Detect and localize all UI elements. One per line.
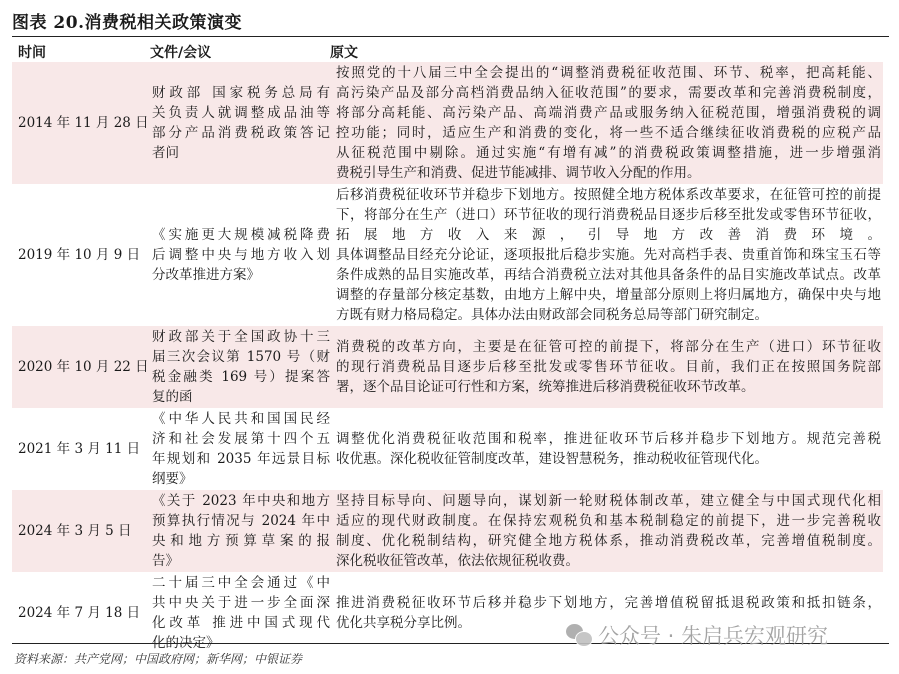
text-line: 调整优化消费税征收范围和税率，推进征收环节后移并稳步下划地方。规范完善税 (336, 431, 881, 447)
document-line: 化的决定》 (152, 635, 220, 651)
row-document (148, 409, 330, 489)
watermark (566, 620, 828, 650)
row-time: 2021 年 3 月 11 日 (18, 441, 141, 457)
document-line: 共中央关于进一步全面深 (152, 595, 330, 611)
document-line: 告》 (152, 553, 179, 569)
text-line: 署，逐个品目论证可行性和方案，统筹推进后移消费税征收环节改革。 (336, 379, 755, 395)
row-text (330, 185, 883, 325)
text-line: 的现行消费税品目逐步后移至批发或零售环节征收。目前，我们正在按照国务院部 (336, 359, 881, 375)
text-line: 适应的现代财政制度。在保持宏观税负和基本税制稳定的前提下，进一步完善税收 (336, 513, 881, 529)
text-line: 深化税收征管改革，依法依规征税收费。 (336, 553, 579, 569)
document-line: 后调整中央与地方收入划 (152, 247, 330, 263)
text-line: 下，将部分在生产（进口）环节征收的现行消费税品目逐步后移至批发或零售环节征收， (336, 207, 881, 223)
row-text (330, 327, 883, 407)
document-line: 部分产品消费税政策答记 (152, 125, 330, 141)
source-note: 资料来源：共产党网；中国政府网；新华网；中银证券 (14, 652, 303, 666)
document-line: 税金融类 169 号）提案答 (152, 369, 330, 385)
text-line: 收优惠。深化税收征管制度改革，建设智慧税务，推动税收征管现代化。 (336, 451, 768, 467)
table-row (12, 326, 883, 408)
row-text (330, 491, 883, 571)
row-text (330, 409, 883, 489)
row-time: 2019 年 10 月 9 日 (18, 247, 141, 263)
document-line: 财政部 国家税务总局有 (152, 85, 330, 101)
text-line: 优化共享税分享比例。 (336, 615, 471, 631)
header-text: 原文 (330, 45, 358, 61)
document-line: 《中华人民共和国国民经 (152, 411, 330, 427)
document-line: 年规划和 2035 年远景目标 (152, 451, 330, 467)
row-document (148, 491, 330, 571)
top-rule (12, 36, 889, 37)
document-line: 央和地方预算草案的报 (152, 533, 330, 549)
text-line: 方既有财力格局稳定。具体办法由财政部会同税务总局等部门研究制定。 (336, 307, 768, 323)
text-line: 推进消费税征收环节后移并稳步下划地方，完善增值税留抵退税政策和抵扣链条， (336, 595, 881, 611)
document-line: 财政部关于全国政协十三 (152, 329, 330, 345)
row-document (148, 63, 330, 183)
text-line: 制度、优化税制结构，研究健全地方税体系，推动消费税改革，完善增值税制度。 (336, 533, 881, 549)
text-line: 按照党的十八届三中全会提出的“调整消费税征收范围、环节、税率，把高耗能、 (336, 65, 881, 81)
row-document (148, 573, 330, 653)
policy-table (12, 62, 883, 654)
document-line: 济和社会发展第十四个五 (152, 431, 330, 447)
document-line: 二十届三中全会通过《中 (152, 575, 330, 591)
row-text (330, 63, 883, 183)
text-line: 后移消费税征收环节并稳步下划地方。按照健全地方税体系改革要求，在征管可控的前提 (336, 187, 881, 203)
row-document (148, 185, 330, 325)
row-document (148, 327, 330, 407)
text-line: 高污染产品及部分高档消费品纳入征收范围”的要求，需要改革和完善消费税制度， (336, 85, 881, 101)
document-line: 预算执行情况与 2024 年中 (152, 513, 330, 529)
document-line: 届三次会议第 1570 号（财 (152, 349, 330, 365)
table-row (12, 184, 883, 326)
text-line: 条件成熟的品目实施改革，再结合消费税立法对其他具备条件的品目实施改革试点。改革 (336, 267, 881, 283)
table-row (12, 62, 883, 184)
document-line: 化改革 推进中国式现代 (152, 615, 330, 631)
document-line: 纲要》 (152, 471, 193, 487)
document-line: 关负责人就调整成品油等 (152, 105, 330, 121)
header-doc: 文件/会议 (150, 45, 212, 61)
text-line: 将部分高耗能、高污染产品、高端消费产品或服务纳入征税范围，增强消费税的调 (336, 105, 881, 121)
document-line: 《实施更大规模减税降费 (152, 227, 330, 243)
header-time: 时间 (18, 45, 46, 61)
table-header (12, 40, 889, 60)
text-line: 调整的存量部分核定基数，由地方上解中央，增量部分原则上将归属地方，确保中央与地 (336, 287, 881, 303)
table-row (12, 408, 883, 490)
row-time: 2020 年 10 月 22 日 (18, 359, 149, 375)
text-line: 从征税范围中剔除。通过实施“有增有减”的消费税政策调整措施，进一步增强消 (336, 145, 881, 161)
figure-title: 图表 20.消费税相关政策演变 (12, 13, 242, 33)
document-line: 《关于 2023 年中央和地方 (152, 493, 330, 509)
watermark-text: 公众号 · 朱启兵宏观研究 (598, 624, 829, 648)
document-line: 分改革推进方案》 (152, 267, 260, 283)
row-time: 2024 年 7 月 18 日 (18, 605, 141, 621)
row-time: 2024 年 3 月 5 日 (18, 523, 132, 539)
document-line: 者问 (152, 145, 179, 161)
document-line: 复的函 (152, 389, 193, 405)
text-line: 费税引导生产和消费、促进节能减排、调节收入分配的作用。 (336, 165, 701, 181)
text-line: 具体调整品目经充分论证，逐项报批后稳步实施。先对高档手表、贵重首饰和珠宝玉石等 (336, 247, 881, 263)
row-time: 2014 年 11 月 28 日 (18, 115, 149, 131)
text-line: 坚持目标导向、问题导向，谋划新一轮财税体制改革，建立健全与中国式现代化相 (336, 493, 881, 509)
table-row (12, 490, 883, 572)
text-line: 消费税的改革方向，主要是在征管可控的前提下，将部分在生产（进口）环节征收 (336, 339, 881, 355)
wechat-icon (566, 624, 592, 646)
text-line: 控功能；同时，适应生产和消费的变化，将一些不适合继续征收消费税的应税产品 (336, 125, 881, 141)
text-line: 拓展地方收入来源，引导地方改善消费环境。 (336, 227, 881, 243)
